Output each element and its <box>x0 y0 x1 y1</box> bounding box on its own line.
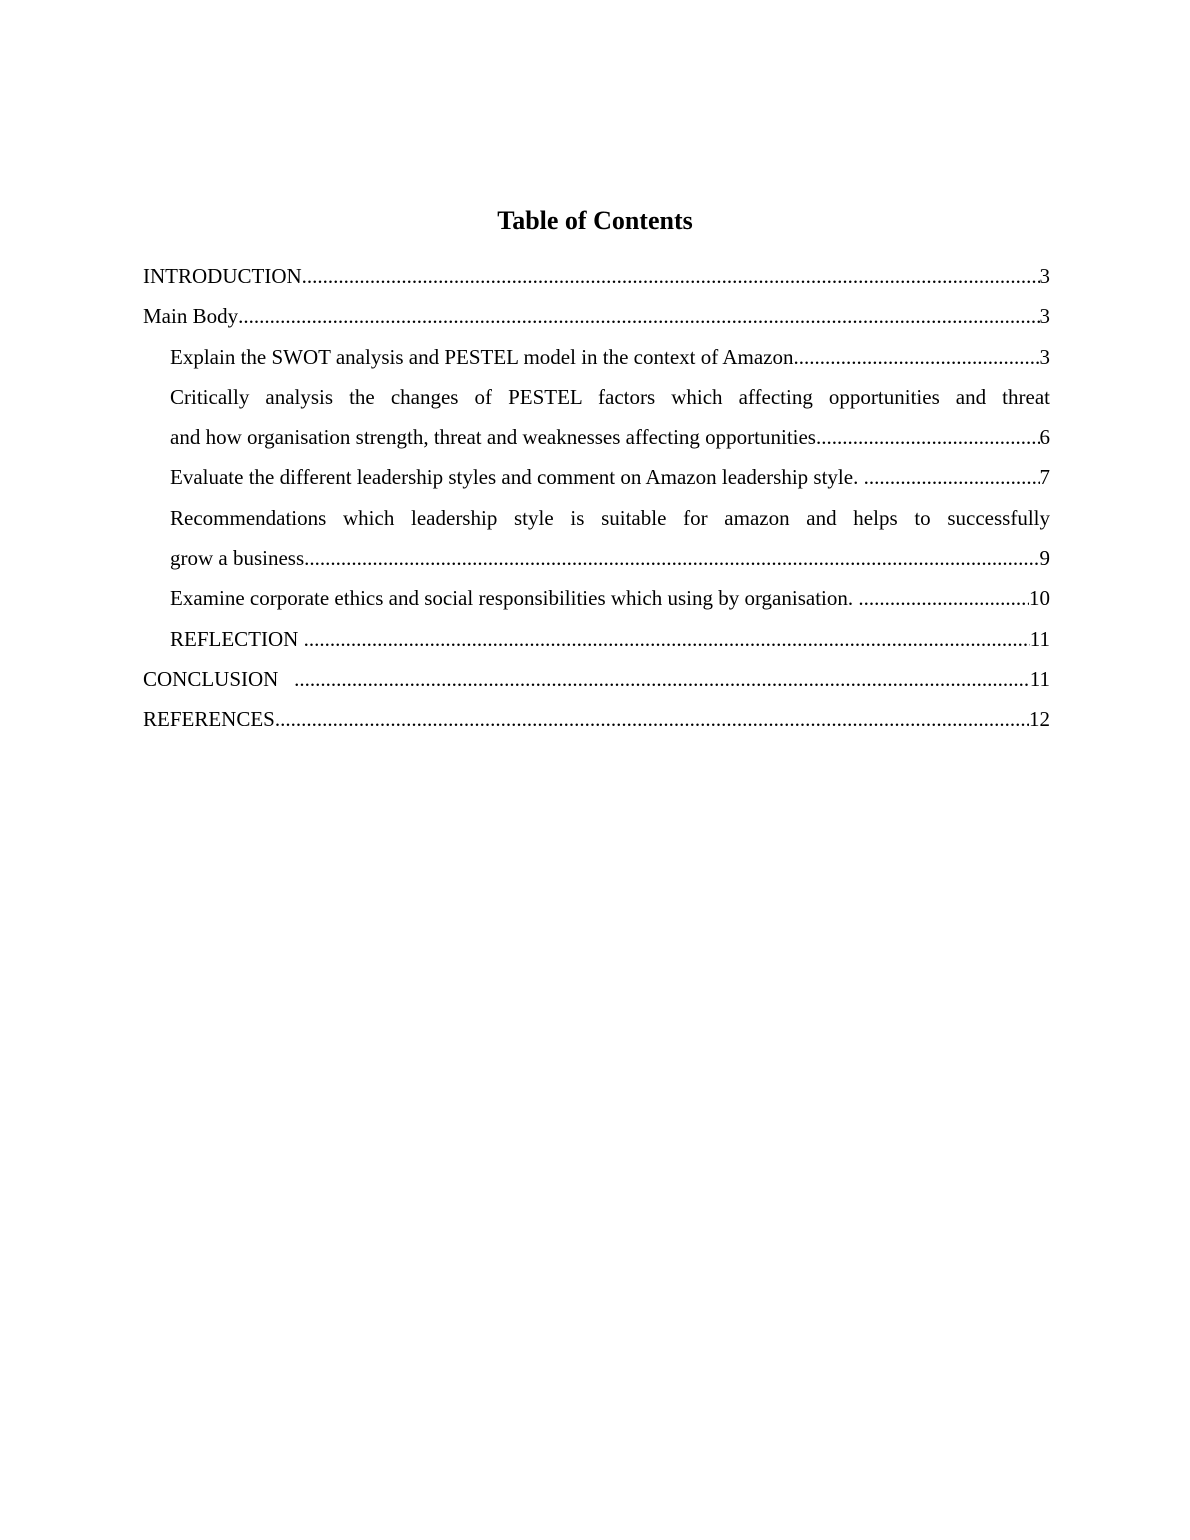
toc-leader-dots <box>864 457 1040 497</box>
toc-entry-text-line1: Critically analysis the changes of PESTEL factors which affecting opportunities and threat <box>170 384 1050 409</box>
toc-page-number: 3 <box>1039 264 1050 288</box>
toc-page-number: 7 <box>1039 465 1050 490</box>
toc-entry-swot-pestel[interactable] <box>143 337 1050 377</box>
toc-entry-pestel-changes[interactable] <box>143 377 1050 458</box>
toc-leader-dots <box>275 699 1029 739</box>
toc-leader-dots <box>799 337 1040 377</box>
toc-page-number: 10 <box>1029 586 1050 611</box>
toc-page-number: 12 <box>1029 707 1050 732</box>
toc-leader-dots <box>858 578 1029 618</box>
toc-leader-dots <box>238 296 1039 336</box>
toc-leader-dots <box>304 619 1030 659</box>
toc-entry-text: and how organisation strength, threat and weaknesses affecting opportunities. <box>170 425 822 450</box>
toc-title: Table of Contents <box>497 206 693 235</box>
toc-entry-introduction[interactable] <box>143 256 1050 296</box>
toc-entry-text: Explain the SWOT analysis and PESTEL model in the context of Amazon. <box>170 344 799 369</box>
toc-entry-text: Evaluate the different leadership styles and comment on Amazon leadership style. <box>170 465 864 490</box>
toc-entry-text: INTRODUCTION <box>143 264 302 288</box>
toc-entry-conclusion[interactable] <box>143 659 1050 699</box>
toc-leader-dots <box>294 659 1030 699</box>
toc-entry-main-body[interactable] <box>143 296 1050 336</box>
toc-entry-reflection[interactable] <box>143 619 1050 659</box>
toc-page-number: 11 <box>1029 666 1050 691</box>
toc-entry-corporate-ethics[interactable] <box>143 578 1050 618</box>
toc-entry-text: Examine corporate ethics and social responsibilities which using by organisation. <box>170 586 859 611</box>
toc-list <box>143 256 1050 740</box>
toc-entry-recommendations[interactable] <box>143 498 1050 579</box>
toc-entry-text: REFLECTION <box>170 626 304 651</box>
toc-page-number: 3 <box>1039 304 1050 329</box>
toc-page-number: 9 <box>1039 546 1050 571</box>
toc-entry-references[interactable] <box>143 699 1050 739</box>
toc-leader-dots <box>302 256 1040 296</box>
toc-entry-text: grow a business. <box>170 546 310 571</box>
toc-entry-leadership-styles[interactable] <box>143 457 1050 497</box>
toc-page-number: 11 <box>1029 626 1050 651</box>
toc-entry-text-line1: Recommendations which leadership style is suitable for amazon and helps to successfully <box>170 505 1050 530</box>
toc-page-number: 6 <box>1039 425 1050 450</box>
toc-entry-text: CONCLUSION <box>143 666 295 691</box>
toc-leader-dots <box>821 417 1039 457</box>
toc-page-number: 3 <box>1039 344 1050 369</box>
toc-entry-text: REFERENCES <box>143 707 275 732</box>
toc-entry-text: Main Body <box>143 304 239 329</box>
toc-leader-dots <box>309 538 1039 578</box>
